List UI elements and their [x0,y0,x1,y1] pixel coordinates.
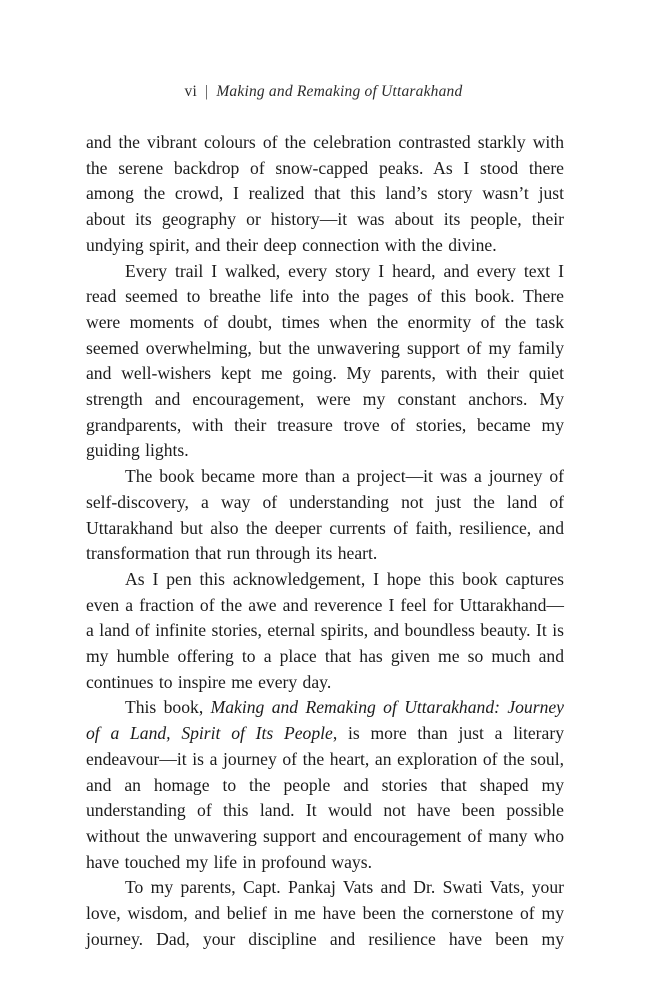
text-run: As I pen this acknowledgement, I hope this book captures even a fraction of the awe and reverence I feel for Uttarakhand—a land of infinite stories, eternal spirits, and boundless beauty. It is my humble offering to a place that has given me so much and continues to inspire me every day. [86,568,564,692]
text-run: This book, [125,697,211,718]
inline-book-title: Making and Remaking of Uttarakhand: Journey of a Land, Spirit of Its People [86,697,564,744]
body-text [86,130,564,953]
paragraph [86,464,564,567]
text-run: , is more than just a literary endeavour—it is a journey of the heart, an exploration of the soul, and an homage to the people and stories that shaped my understanding of this land. It would not have been possible without the unwavering support and encouragement of many who have touched my life in profound ways. [86,723,564,872]
text-run: The book became more than a project—it was a journey of self-discovery, a way of understanding not just the land of Uttarakhand but also the deeper currents of faith, resilience, and transformation that run through its heart. [86,466,564,564]
paragraph [86,695,564,875]
text-run: Every trail I walked, every story I heard, and every text I read seemed to breathe life into the pages of this book. There were moments of doubt, times when the enormity of the task seemed overwhelming, but the unwavering support of my family and well-wishers kept me going. My parents, with their quiet strength and encouragement, were my constant anchors. My grandparents, with their treasure trove of stories, became my guiding lights. [86,260,564,461]
header-separator: | [205,83,209,100]
page-number: vi [184,83,197,100]
running-header [0,83,647,101]
header-book-title: Making and Remaking of Uttarakhand [216,83,463,100]
paragraph [86,875,564,952]
paragraph [86,259,564,465]
paragraph [86,130,564,259]
text-run: and the vibrant colours of the celebration contrasted starkly with the serene backdrop of snow-capped peaks. As I stood there among the crowd, I realized that this land’s story wasn’t just about its geography or history—it was about its people, their undying spirit, and their deep connection with the divine. [86,132,564,255]
paragraph [86,567,564,696]
text-run: To my parents, Capt. Pankaj Vats and Dr. Swati Vats, your love, wisdom, and belief in me have been the cornerstone of my journey. Dad, your discipline and resilience have been my [86,877,564,949]
